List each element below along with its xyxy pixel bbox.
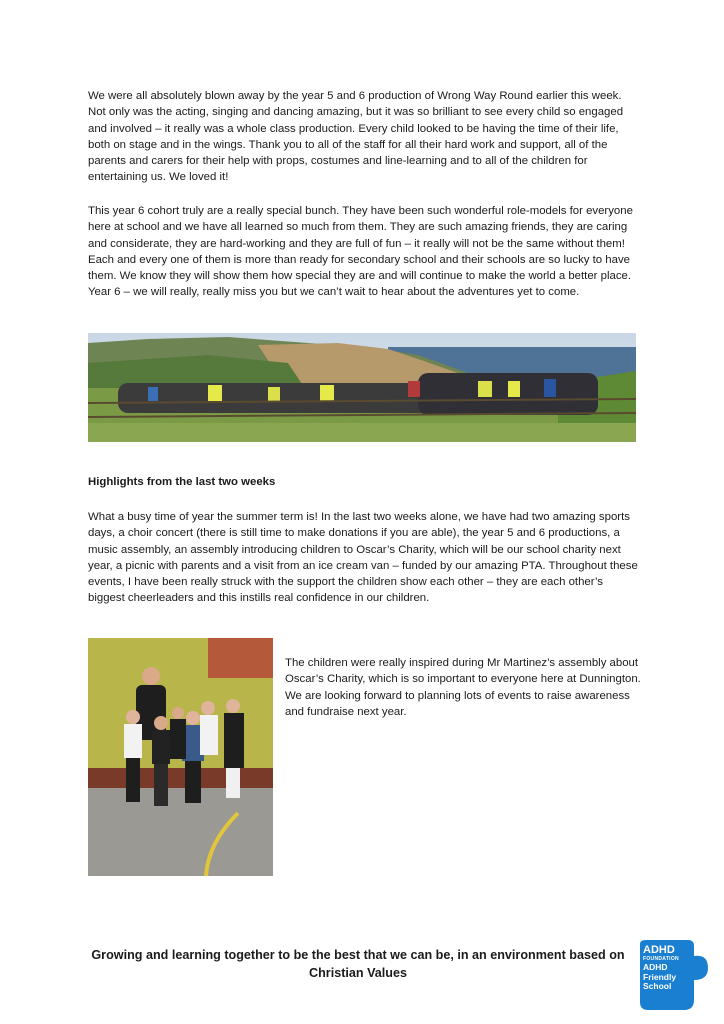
- logo-adhd-text: ADHD: [643, 944, 675, 956]
- assembly-group-photo: [88, 638, 273, 876]
- oscars-charity-paragraph: The children were really inspired during Mr Martinez’s assembly about Oscar’s Charity, which is so important to everyone here at Dunnington. We are looking forward to planning lots of events to raise awareness and fundraise next year.: [285, 657, 641, 718]
- adhd-friendly-school-logo: [636, 938, 712, 1012]
- highlights-heading: Highlights from the last two weeks: [88, 476, 276, 488]
- year6-paragraph: This year 6 cohort truly are a really special bunch. They have been such wonderful role-models for everyone here at school and we have all learned so much from them. They are such amazing friends, they are caring and considerate, they are hard-working and they are full of fun – it really will not be the same without them! Each and every one of them is more than ready for secondary school and their schools are so lucky to have them. We know they will show them how special they are and will continue to make the world a better place. Year 6 – we will really, really miss you but we can’t wait to hear about the adventures yet to come.: [88, 205, 633, 299]
- production-paragraph: We were all absolutely blown away by the year 5 and 6 production of Wrong Way Round earlier this week. Not only was the acting, singing and dancing amazing, but it was so brilliant to see every child so engaged and involved – it really was a whole class production. Every child looked to be having the time of their life, both on stage and in the wings. Thank you to all of the staff for all their hard work and support, all of the parents and carers for their help with props, costumes and line-learning and to all of the children for entertaining us. We loved it!: [88, 90, 624, 184]
- school-motto: Growing and learning together to be the best that we can be, in an environment based on Christian Values: [91, 948, 625, 980]
- highlights-paragraph: What a busy time of year the summer term is! In the last two weeks alone, we have had two amazing sports days, a choir concert (there is still time to make donations if you are able), the year 5 and 6 productions, a music assembly, an assembly introducing children to Oscar’s Charity, which will be our school charity next year, a picnic with parents and a visit from an ice cream van – funded by our amazing PTA. Throughout these events, I have been really struck with the support the children show each other – they are each other’s biggest cheerleaders and this instills real confidence in our children.: [88, 511, 638, 605]
- logo-friendly-line: Friendly: [643, 971, 677, 982]
- logo-foundation-text: FOUNDATION: [643, 956, 679, 962]
- clifftop-group-photo: [88, 333, 636, 442]
- logo-adhd-line: ADHD: [643, 962, 668, 972]
- logo-school-line: School: [643, 981, 672, 991]
